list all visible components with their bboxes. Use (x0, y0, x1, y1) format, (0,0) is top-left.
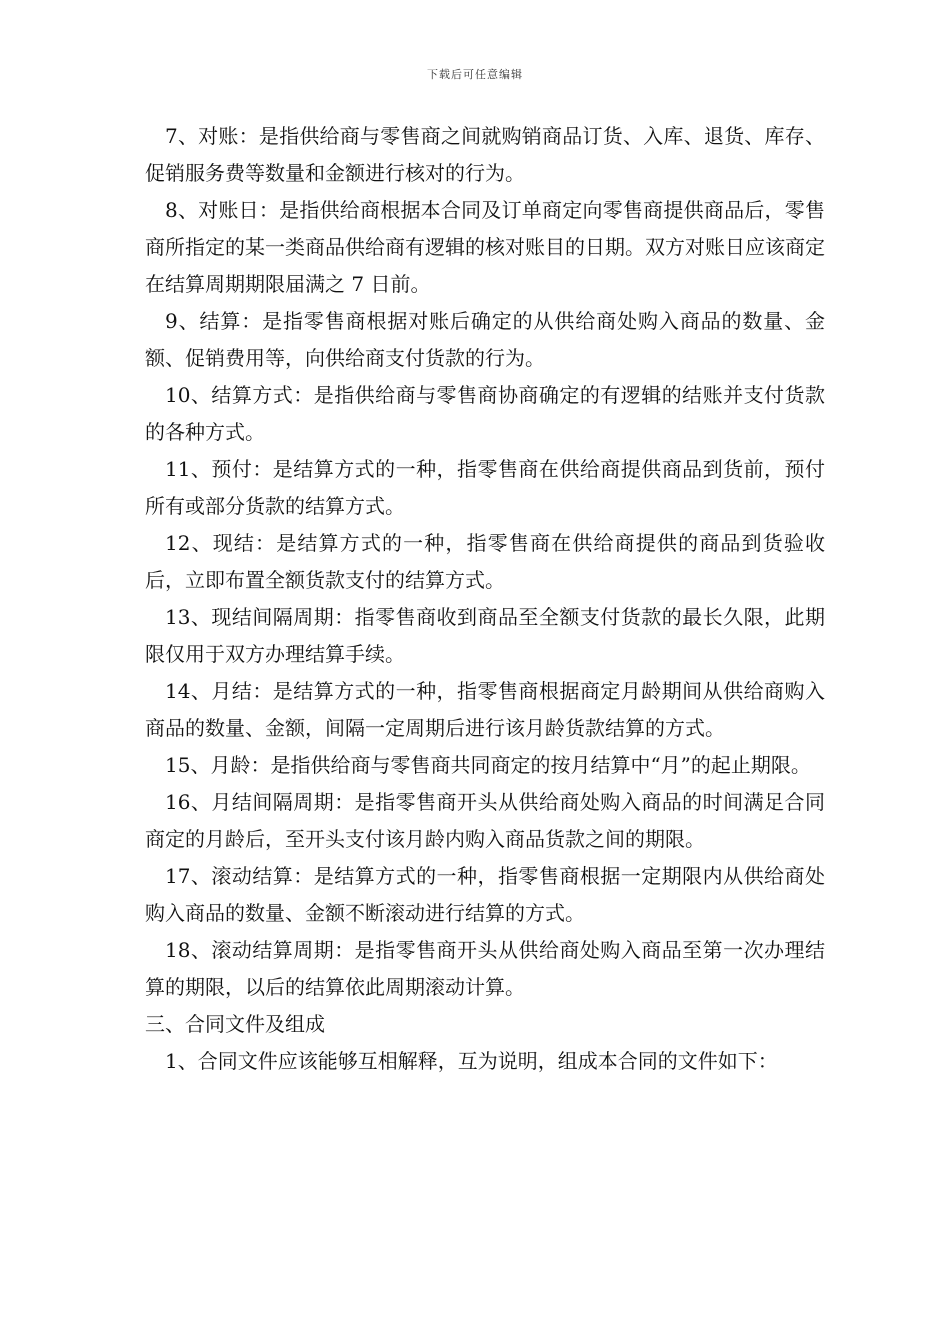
page-header: 下载后可任意编辑 (427, 68, 523, 81)
paragraph-item-11: 11、预付：是结算方式的一种，指零售商在供给商提供商品到货前，预付所有或部分货款的结算方式。 (145, 457, 825, 518)
paragraph-item-17: 17、滚动结算：是结算方式的一种，指零售商根据一定期限内从供给商处购入商品的数量、金额不断滚动进行结算的方式。 (145, 864, 825, 925)
paragraph-item-18: 18、滚动结算周期：是指零售商开头从供给商处购入商品至第一次办理结算的期限，以后的结算依此周期滚动计算。 (145, 938, 825, 999)
paragraph-item-13: 13、现结间隔周期：指零售商收到商品至全额支付货款的最长久限，此期限仅用于双方办理结算手续。 (145, 605, 825, 666)
document-body (145, 118, 825, 1080)
paragraph-item-10: 10、结算方式：是指供给商与零售商协商确定的有逻辑的结账并支付货款的各种方式。 (145, 383, 825, 444)
paragraph-item-9: 9、结算：是指零售商根据对账后确定的从供给商处购入商品的数量、金额、促销费用等，向供给商支付货款的行为。 (145, 309, 825, 370)
paragraph-item-15: 15、月龄：是指供给商与零售商共同商定的按月结算中“月”的起止期限。 (165, 753, 811, 777)
paragraph-item-16: 16、月结间隔周期：是指零售商开头从供给商处购入商品的时间满足合同商定的月龄后，至开头支付该月龄内购入商品货款之间的期限。 (145, 790, 825, 851)
paragraph-item-section3-1: 1、合同文件应该能够互相解释，互为说明，组成本合同的文件如下： (165, 1049, 778, 1073)
paragraph-item-7: 7、对账：是指供给商与零售商之间就购销商品订货、入库、退货、库存、促销服务费等数量和金额进行核对的行为。 (145, 124, 825, 185)
paragraph-item-8: 8、对账日：是指供给商根据本合同及订单商定向零售商提供商品后，零售商所指定的某一类商品供给商有逻辑的核对账目的日期。双方对账日应该商定在结算周期期限届满之 7 日前。 (145, 198, 825, 296)
section-heading: 三、合同文件及组成 (145, 1012, 325, 1036)
paragraph-item-12: 12、现结：是结算方式的一种，指零售商在供给商提供的商品到货验收后，立即布置全额货款支付的结算方式。 (145, 531, 825, 592)
paragraph-item-14: 14、月结：是结算方式的一种，指零售商根据商定月龄期间从供给商购入商品的数量、金额，间隔一定周期后进行该月龄货款结算的方式。 (145, 679, 825, 740)
